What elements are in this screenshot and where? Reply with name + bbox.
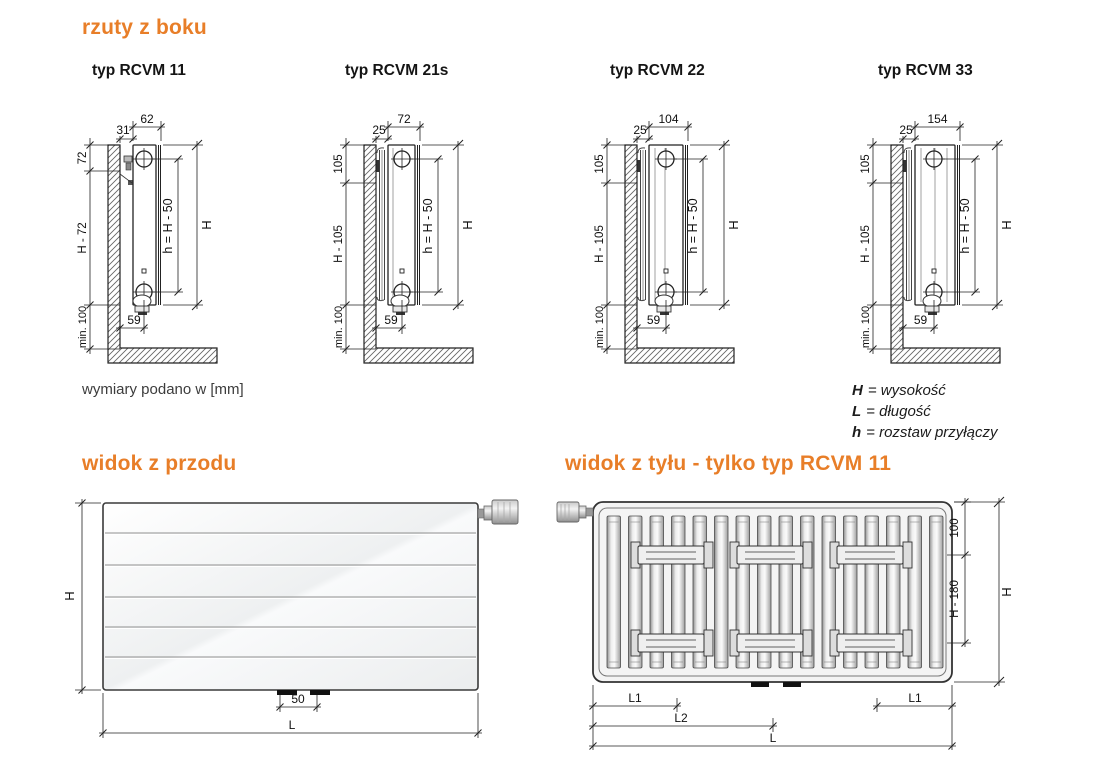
dim-label: h = H - 50	[161, 198, 175, 254]
legend-item-H	[852, 380, 997, 401]
dim-label: 72	[397, 112, 411, 126]
dim-label: 104	[658, 112, 679, 126]
dim-label: L	[769, 731, 777, 745]
dim-label: h = H - 50	[421, 198, 435, 254]
dim-label: h = H - 50	[958, 198, 972, 254]
side-view-diagram-rcvm-33	[845, 108, 1094, 378]
thermostatic-valve	[478, 500, 518, 524]
dim-label: 154	[927, 112, 948, 126]
dim-label: L1	[908, 691, 922, 705]
dim-label: min. 100	[77, 305, 89, 349]
type-label-rcvm-22: typ RCVM 22	[610, 62, 705, 79]
dim-label: H - 105	[860, 225, 872, 263]
legend-item-h	[852, 422, 997, 443]
dim-label: min. 100	[333, 305, 345, 349]
section-title-back-view: widok z tyłu - tylko typ RCVM 11	[565, 452, 892, 475]
dim-label: L1	[628, 691, 642, 705]
dim-label: H	[999, 587, 1014, 597]
type-label-rcvm-33: typ RCVM 33	[878, 62, 973, 79]
side-view-diagram-rcvm-22	[579, 108, 829, 378]
radiator-panel	[388, 145, 415, 305]
drain-plug	[932, 269, 936, 273]
dim-label: H	[199, 220, 214, 230]
drain-plug	[400, 269, 404, 273]
dim-label: 72	[77, 151, 89, 165]
dim-label: 25	[633, 123, 647, 137]
convector-plate	[377, 148, 385, 301]
dim-label: H - 72	[77, 222, 89, 254]
dim-label: H	[999, 220, 1014, 230]
legend-text: = wysokość	[867, 382, 946, 399]
bottom-valve	[391, 295, 409, 315]
legend	[852, 380, 997, 443]
drain-plug	[664, 269, 668, 273]
dim-label: min. 100	[860, 305, 872, 349]
dim-label: 59	[646, 313, 661, 327]
dim-label: L	[288, 718, 296, 732]
dim-label: 25	[372, 123, 386, 137]
type-label-rcvm-11: typ RCVM 11	[92, 62, 186, 79]
bottom-connection	[310, 690, 330, 695]
convector-plate	[638, 148, 646, 301]
convector-plate	[904, 148, 912, 301]
section-title-side-views: rzuty z boku	[82, 16, 207, 39]
dim-label: h = H - 50	[686, 198, 700, 254]
dim-label: 59	[127, 313, 141, 327]
bottom-valve	[655, 295, 673, 315]
bottom-connection	[751, 682, 769, 687]
dim-label: 50	[291, 692, 305, 706]
dim-label: 59	[913, 313, 928, 327]
dim-label: 59	[384, 313, 398, 327]
type-label-rcvm-21s: typ RCVM 21s	[345, 62, 449, 79]
dim-label: 105	[333, 154, 345, 174]
bottom-valve	[923, 295, 941, 315]
dim-label: min. 100	[594, 305, 606, 349]
legend-text: = rozstaw przyłączy	[866, 424, 998, 441]
bottom-valve	[133, 295, 151, 315]
front-view-diagram	[55, 488, 535, 760]
dim-label: L2	[674, 711, 688, 725]
dim-label: H	[726, 220, 741, 230]
legend-item-L	[852, 401, 997, 422]
radiator-panel	[133, 145, 156, 305]
thermostatic-valve	[557, 502, 593, 522]
dim-label: 100	[949, 518, 961, 538]
dim-label: H - 180	[949, 580, 961, 618]
legend-symbol: L	[852, 403, 862, 420]
section-title-front-view: widok z przodu	[82, 452, 237, 475]
drain-plug	[142, 269, 146, 273]
dim-label: H	[62, 591, 77, 601]
legend-text: = długość	[866, 403, 931, 420]
dim-label: 105	[860, 154, 872, 174]
legend-symbol: H	[852, 382, 863, 399]
side-view-diagram-rcvm-21s	[318, 108, 568, 378]
dim-label: 62	[140, 112, 154, 126]
dim-label: H	[460, 220, 475, 230]
dim-label: H - 105	[333, 225, 345, 263]
dim-label: 25	[899, 123, 913, 137]
dim-label: H - 105	[594, 225, 606, 263]
back-view-diagram	[555, 488, 1094, 760]
units-note: wymiary podano w [mm]	[82, 381, 244, 398]
dim-label: 31	[116, 123, 130, 137]
side-view-diagram-rcvm-11	[62, 108, 312, 378]
bottom-connection	[783, 682, 801, 687]
legend-symbol: h	[852, 424, 862, 441]
dim-label: 105	[594, 154, 606, 174]
wall-and-floor	[364, 145, 473, 363]
